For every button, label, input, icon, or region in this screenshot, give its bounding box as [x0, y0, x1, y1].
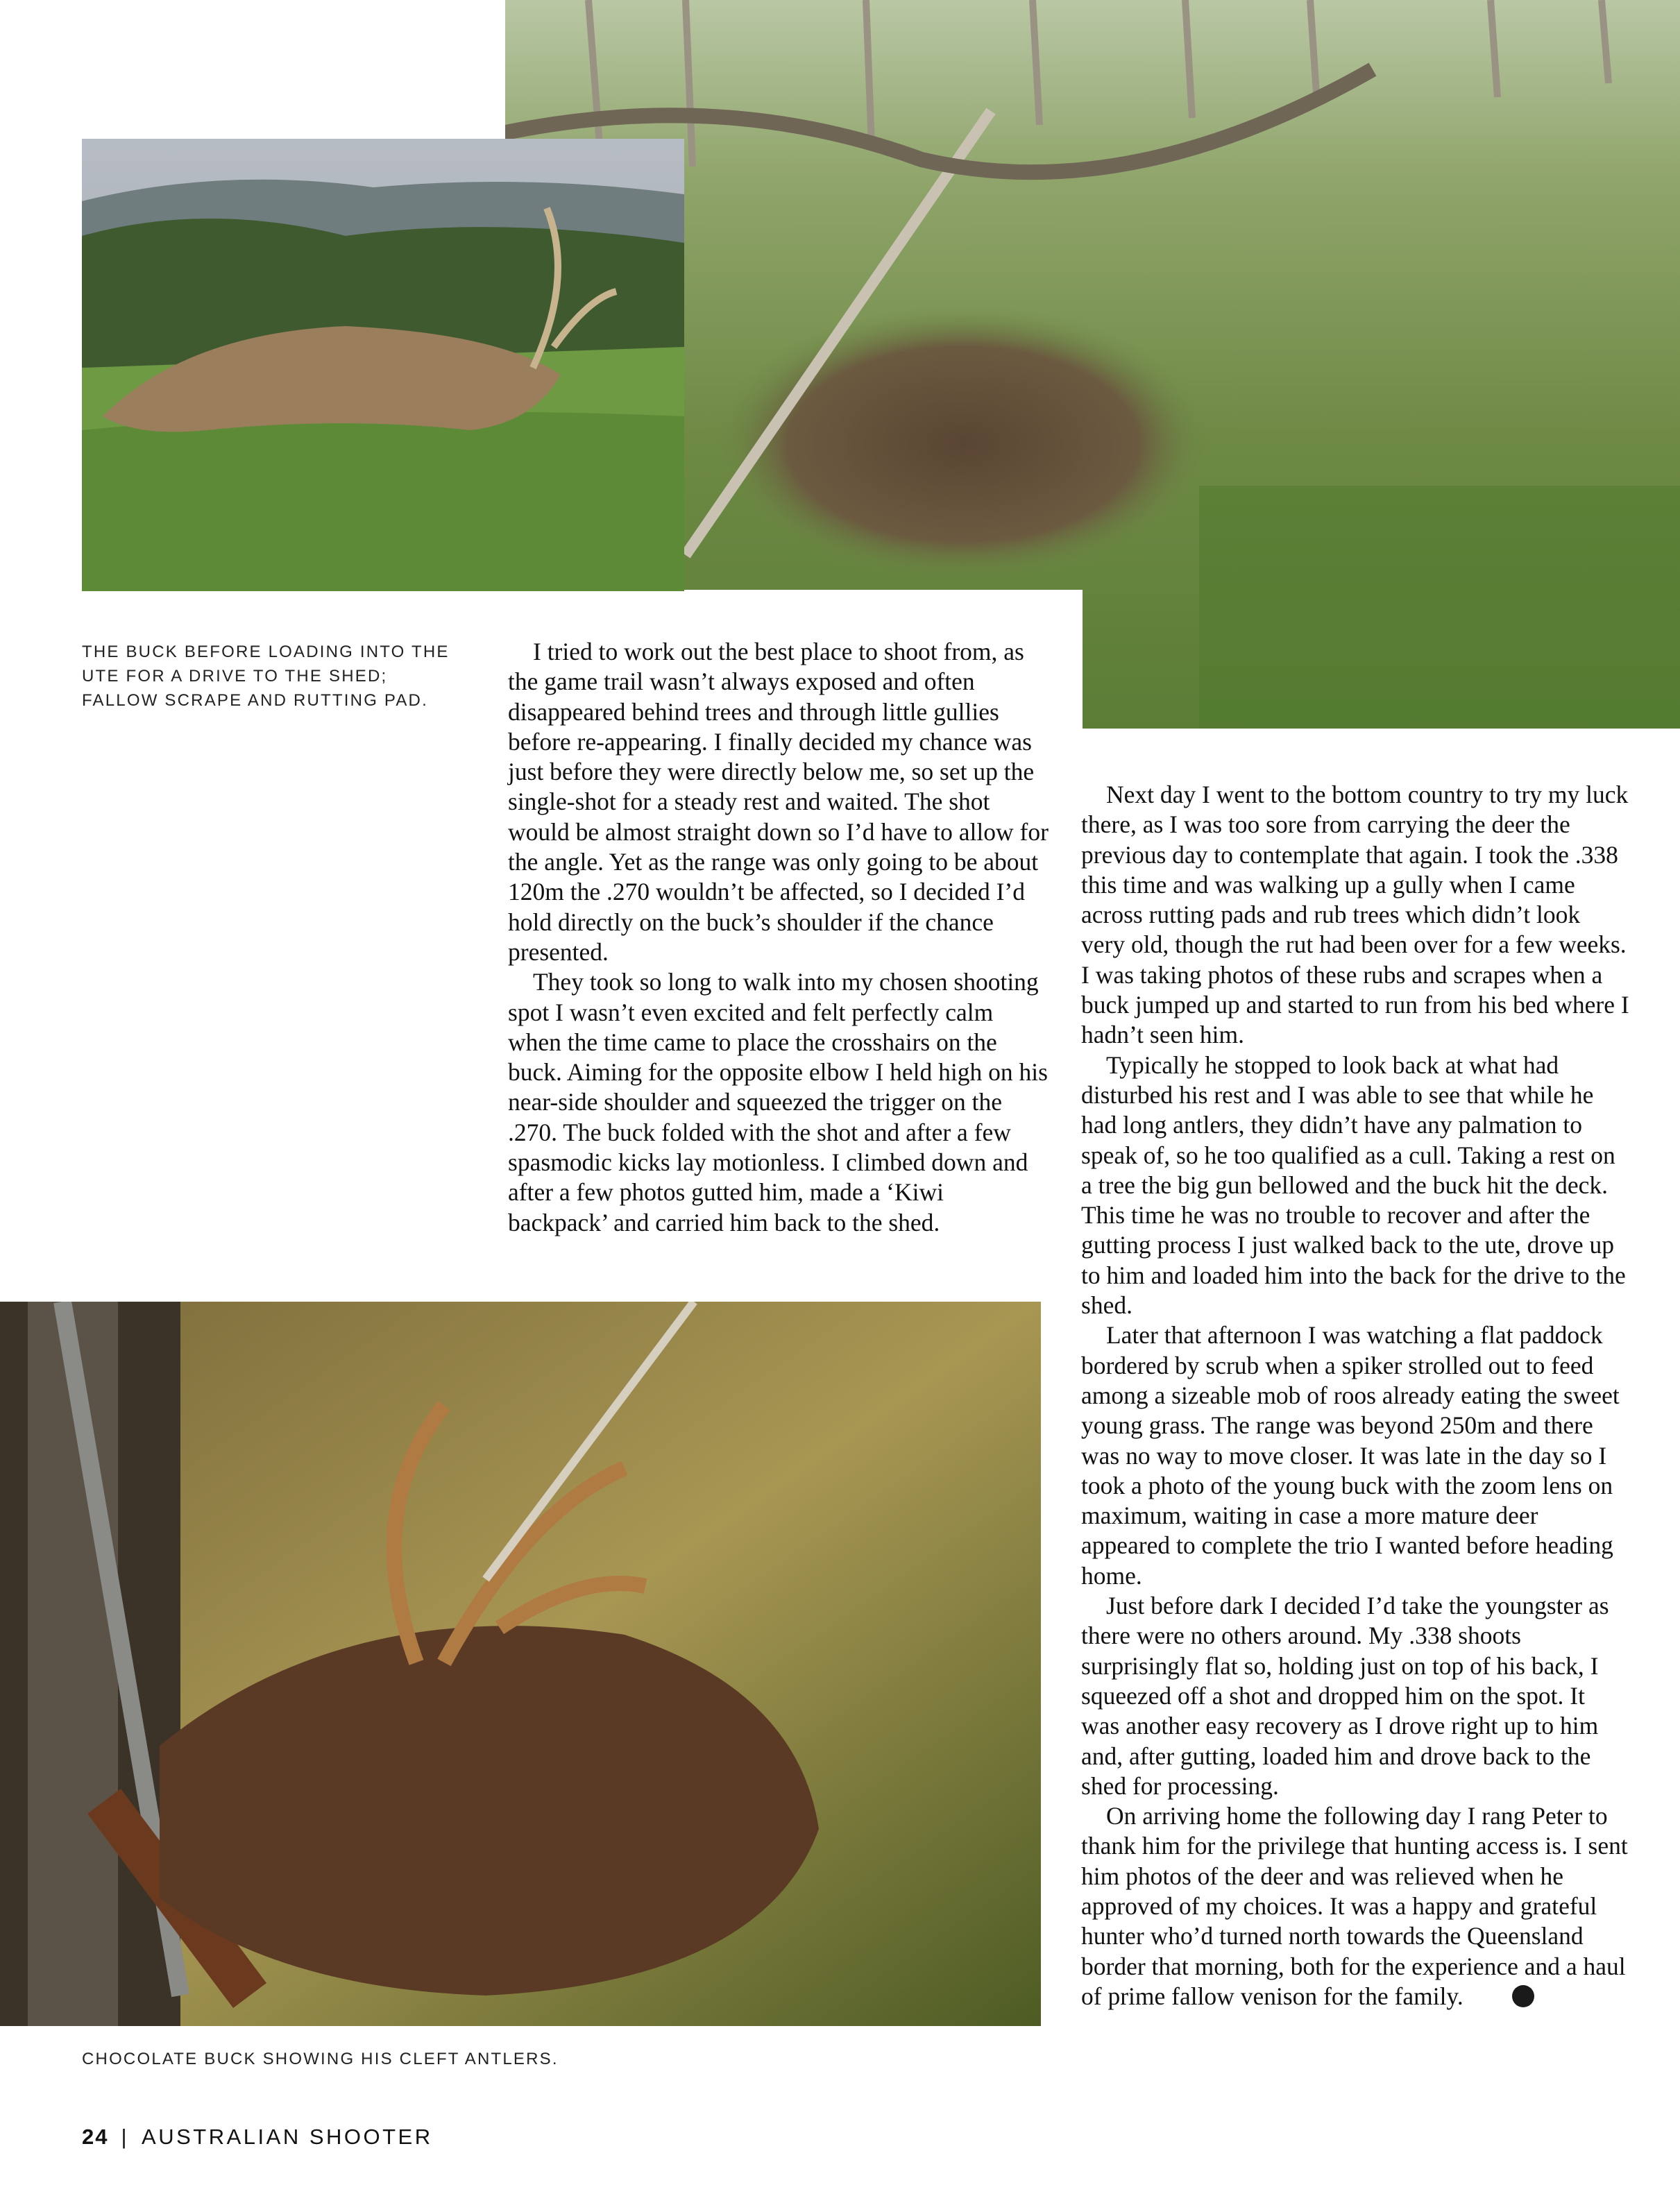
paragraph: They took so long to walk into my chosen shooting spot I wasn’t even excited and felt perfectly calm when the time came to place the crosshairs on the buck. Aiming for the opposite elbow I held high on his near-side shoulder and squeezed the trigger on the .270. The buck folded with the shot and after a few spasmodic kicks lay motionless. I climbed down and after a few photos gutted him, made a ‘Kiwi backpack’ and carried him back to the shed. [508, 968, 1048, 1236]
paragraph: Typically he stopped to look back at what had disturbed his rest and I was able to see that while he had long antlers, they didn’t have any palmation to speak of, so he too qualified as a cull. Taking a rest on a tree the big gun bellowed and the buck hit the deck. This time he was no trouble to recover and after the gutting process I just walked back to the ute, drove up to him and loaded him into the back for the drive to the shed. [1081, 1050, 1626, 1320]
buck-photo-image [82, 139, 684, 591]
magazine-name: AUSTRALIAN SHOOTER [142, 2125, 433, 2149]
page-footer [82, 2125, 433, 2150]
chocolate-buck-photo [0, 1302, 1041, 2026]
caption-top: THE BUCK BEFORE LOADING INTO THE UTE FOR A DRIVE TO THE SHED; FALLOW SCRAPE AND RUTTING PAD. [82, 643, 450, 710]
caption-bottom: CHOCOLATE BUCK SHOWING HIS CLEFT ANTLERS. [82, 2050, 559, 2068]
header-whitespace [0, 0, 505, 139]
page-number: 24 [82, 2125, 109, 2149]
buck-photo [82, 139, 684, 591]
paragraph-text: On arriving home the following day I rang Peter to thank him for the privilege that hunting access is. I sent him photos of the deer and was relieved when he approved of my choices. It was a happy and grateful hunter who’d turned north towards the Queensland border that morning, both for the experience and a haul of prime fallow venison for the family. [1081, 1802, 1628, 2010]
chocolate-buck-photo-image [0, 1302, 1041, 2026]
paragraph: Just before dark I decided I’d take the youngster as there were no others around. My .338 shoots surprisingly flat so, holding just on top of his back, I squeezed off a shot and dropped him on the spot. It was another easy recovery as I drove right up to him and, after gutting, loaded him and drove back to the shed for processing. [1081, 1592, 1609, 1800]
end-of-article-icon [1512, 1985, 1534, 2007]
footer-separator: | [121, 2125, 130, 2149]
paragraph: I tried to work out the best place to shoot from, as the game trail wasn’t always exposed and often disappeared behind trees and through little gullies before re-appearing. I finally decided my chance was just before they were directly below me, so set up the single-shot for a steady rest and waited. The shot would be almost straight down so I’d have to allow for the angle. Yet as the range was only going to be about 120m the .270 wouldn’t be affected, so I decided I’d hold directly on the buck’s shoulder if the chance presented. [508, 638, 1049, 966]
paragraph: Later that afternoon I was watching a flat paddock bordered by scrub when a spiker strolled out to feed among a sizeable mob of roos already eating the sweet young grass. The range was beyond 250m and there was no way to move closer. It was late in the day so I took a photo of the young buck with the zoom lens on maximum, waiting in case a more mature deer appeared to complete the trio I wanted before heading home. [1081, 1321, 1620, 1590]
paragraph-last [1081, 1801, 1629, 2011]
paragraph: Next day I went to the bottom country to try my luck there, as I was too sore from carrying the deer the previous day to contemplate that again. I took the .338 this time and was walking up a gully when I came across rutting pads and rub trees which didn’t look very old, though the rut had been over for a few weeks. I was taking photos of these rubs and scrapes when a buck jumped up and started to run from his bed where I hadn’t seen him. [1081, 781, 1629, 1049]
article-column-1 [508, 637, 1049, 1238]
article-column-2 [1081, 780, 1629, 2011]
